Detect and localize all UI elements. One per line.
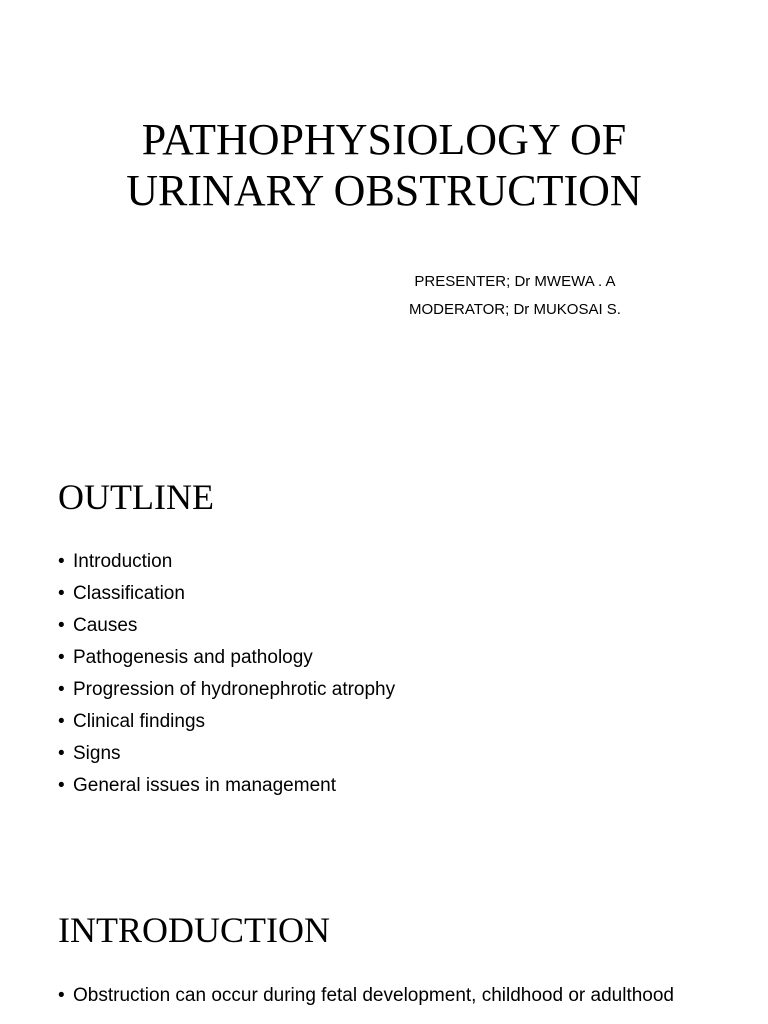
moderator-text: MODERATOR; Dr MUKOSAI S. — [409, 301, 621, 318]
outline-item — [58, 610, 395, 642]
outline-item — [58, 578, 395, 610]
outline-heading: OUTLINE — [58, 477, 214, 517]
outline-item-text: Clinical findings — [73, 711, 206, 732]
outline-item — [58, 546, 395, 578]
bullet-icon: • — [58, 615, 65, 636]
outline-item-text: Pathogenesis and pathology — [73, 647, 313, 668]
slide-title — [0, 114, 768, 216]
bullet-icon: • — [58, 743, 65, 764]
presenter-text: PRESENTER; Dr MWEWA . A — [414, 273, 616, 290]
bullet-icon: • — [58, 551, 65, 572]
bullet-icon: • — [58, 775, 65, 796]
bullet-icon: • — [58, 583, 65, 604]
bullet-icon: • — [58, 711, 65, 732]
introduction-item-text: Obstruction can occur during fetal development, childhood or adulthood — [73, 985, 674, 1006]
outline-item — [58, 642, 395, 674]
outline-item-text: Causes — [73, 615, 138, 636]
outline-item-text: Progression of hydronephrotic atrophy — [73, 679, 396, 700]
outline-item — [58, 674, 395, 706]
outline-item — [58, 706, 395, 738]
outline-item-text: Classification — [73, 583, 185, 604]
slide-title-line-1: PATHOPHYSIOLOGY OF — [141, 115, 627, 164]
outline-item — [58, 770, 395, 802]
outline-item — [58, 738, 395, 770]
outline-list — [58, 546, 395, 802]
introduction-list — [58, 984, 693, 1008]
outline-item-text: Introduction — [73, 551, 173, 572]
introduction-item — [58, 984, 693, 1008]
bullet-icon: • — [58, 985, 65, 1006]
bullet-icon: • — [58, 679, 65, 700]
outline-item-text: General issues in management — [73, 775, 336, 796]
bullet-icon: • — [58, 647, 65, 668]
introduction-heading: INTRODUCTION — [58, 910, 330, 950]
outline-item-text: Signs — [73, 743, 121, 764]
presentation-credits — [384, 268, 646, 324]
slide-title-line-2: URINARY OBSTRUCTION — [126, 166, 642, 215]
